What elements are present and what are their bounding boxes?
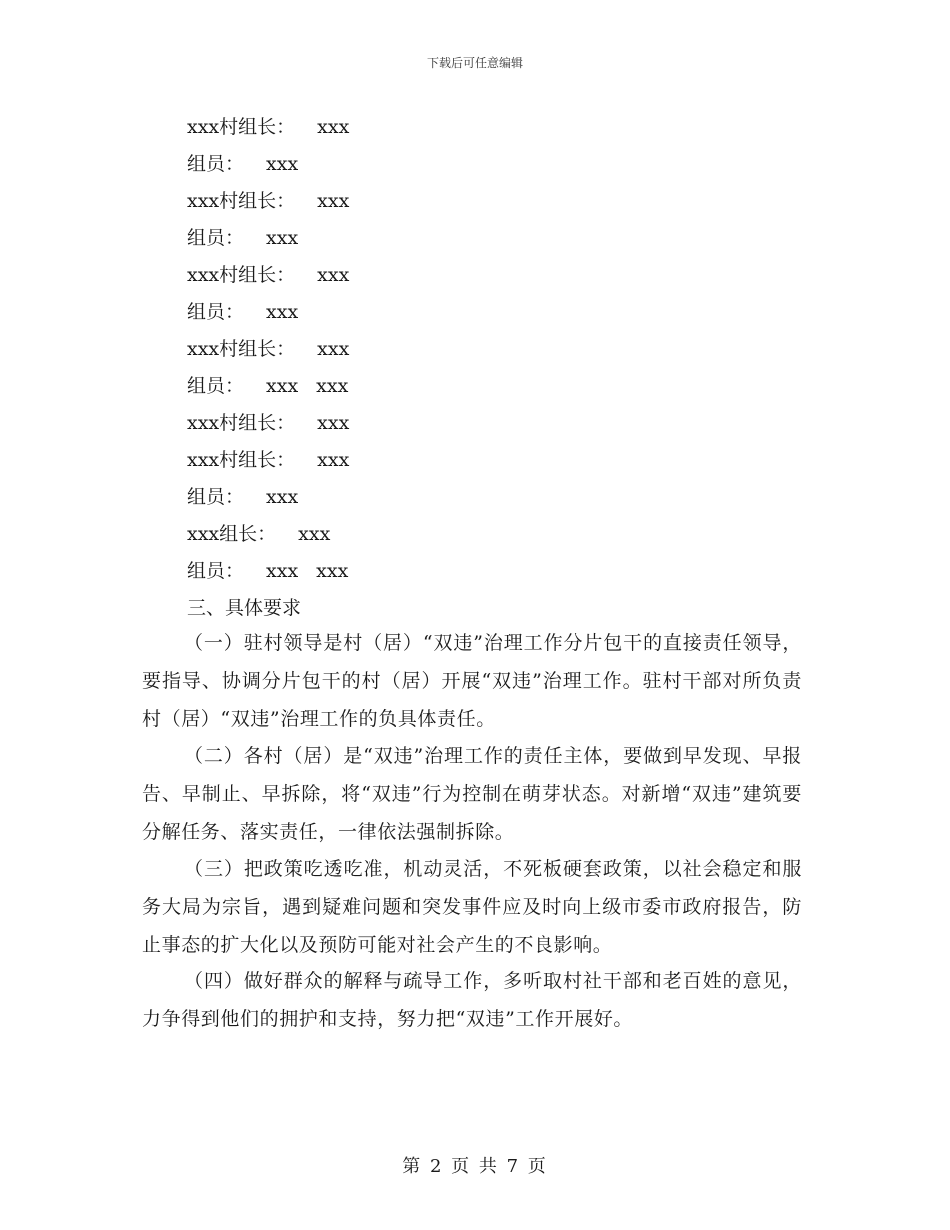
member-name: xxx <box>317 116 350 138</box>
requirement-paragraph-3: （三）把政策吃透吃准，机动灵活，不死板硬套政策，以社会稳定和服务大局为宗旨，遇到疑难问题和突发事件应及时向上级市委市政府报告，防止事态的扩大化以及预防可能对社会产生的不良影响。 <box>142 858 802 956</box>
member-name: xxx <box>317 190 350 212</box>
member-row <box>187 260 349 297</box>
requirement-paragraph-1: （一）驻村领导是村（居）“双违”治理工作分片包干的直接责任领导，要指导、协调分片包干的村（居）开展“双违”治理工作。驻村干部对所负责村（居）“双违”治理工作的负具体责任。 <box>142 632 802 730</box>
member-label: 组员： <box>187 375 245 397</box>
member-name: xxx <box>266 301 299 323</box>
member-row <box>187 519 349 556</box>
member-name: xxx <box>266 153 299 175</box>
requirement-paragraph-4: （四）做好群众的解释与疏导工作，多听取村社干部和老百姓的意见，力争得到他们的拥护和支持，努力把“双违”工作开展好。 <box>142 970 802 1030</box>
member-label: xxx村组长： <box>187 412 296 434</box>
member-label: xxx村组长： <box>187 190 296 212</box>
member-name: xxx <box>266 227 299 249</box>
member-row <box>187 371 349 408</box>
member-name: xxx <box>317 449 350 471</box>
member-row <box>187 223 349 260</box>
member-label: xxx村组长： <box>187 264 296 286</box>
member-name: xxx <box>316 560 349 582</box>
member-row <box>187 149 349 186</box>
member-row <box>187 186 349 223</box>
section-title: 三、具体要求 <box>187 597 302 619</box>
member-row <box>187 556 349 593</box>
member-name: xxx <box>266 375 299 397</box>
page-number: 第 2 页 共 7 页 <box>402 1156 548 1177</box>
member-row <box>187 297 349 334</box>
member-list <box>187 112 349 593</box>
member-label: xxx村组长： <box>187 449 296 471</box>
member-name: xxx <box>317 338 350 360</box>
member-row <box>187 482 349 519</box>
member-name: xxx <box>266 560 299 582</box>
member-name: xxx <box>317 412 350 434</box>
member-label: xxx组长： <box>187 523 277 545</box>
member-label: 组员： <box>187 301 245 323</box>
page-header-note: 下载后可任意编辑 <box>426 56 523 70</box>
member-row <box>187 112 349 149</box>
member-row <box>187 334 349 371</box>
member-name: xxx <box>298 523 331 545</box>
member-label: xxx村组长： <box>187 338 296 360</box>
member-row <box>187 445 349 482</box>
member-name: xxx <box>266 486 299 508</box>
member-label: 组员： <box>187 153 245 175</box>
member-name: xxx <box>317 264 350 286</box>
member-label: xxx村组长： <box>187 116 296 138</box>
member-label: 组员： <box>187 227 245 249</box>
member-row <box>187 408 349 445</box>
requirement-paragraph-2: （二）各村（居）是“双违”治理工作的责任主体，要做到早发现、早报告、早制止、早拆除，将“双违”行为控制在萌芽状态。对新增“双违”建筑要分解任务、落实责任，一律依法强制拆除。 <box>142 745 802 843</box>
member-label: 组员： <box>187 486 245 508</box>
member-name: xxx <box>316 375 349 397</box>
member-label: 组员： <box>187 560 245 582</box>
